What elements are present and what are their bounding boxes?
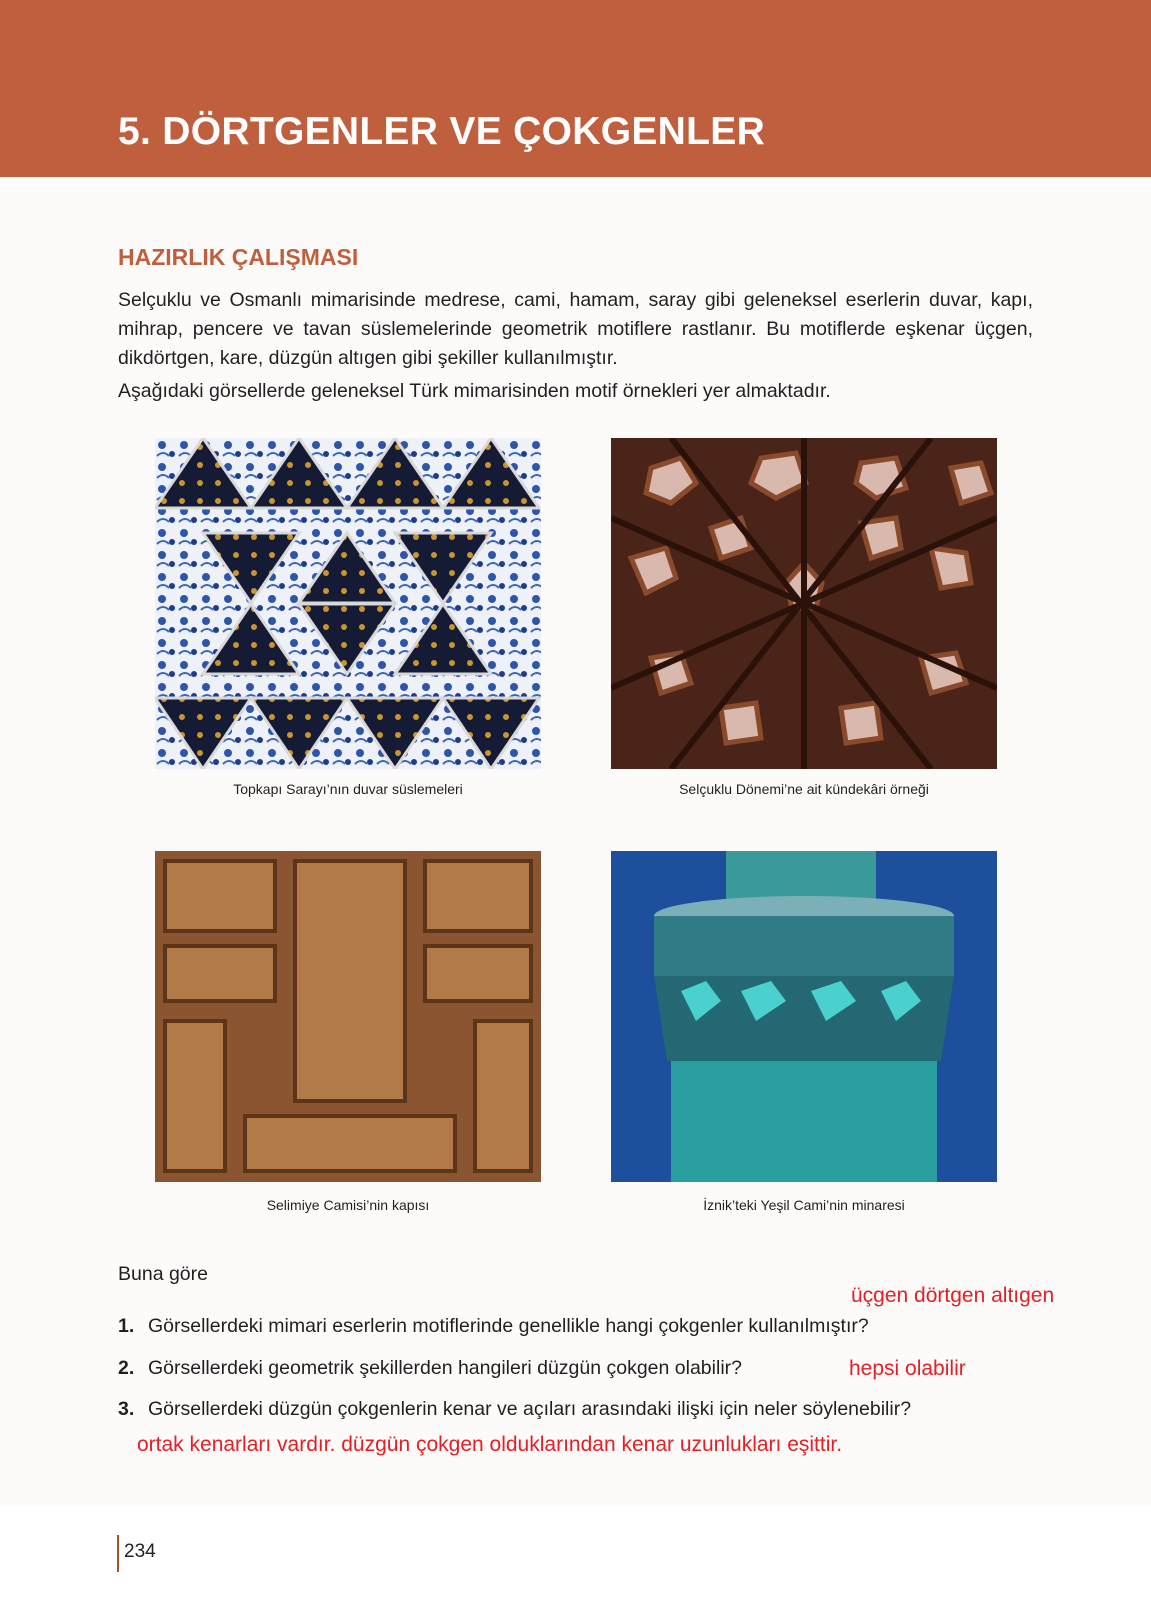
- star-tile-image: [155, 438, 541, 769]
- minaret-image: [611, 851, 997, 1182]
- figure-caption: Topkapı Sarayı’nın duvar süslemeleri: [233, 781, 463, 797]
- questions-lead: Buna göre: [118, 1263, 208, 1285]
- answer-1: üçgen dörtgen altıgen: [851, 1284, 1055, 1307]
- figure-caption: İznik’teki Yeşil Cami’nin minaresi: [703, 1197, 905, 1213]
- chapter-header: [0, 0, 1151, 177]
- question-text: Görsellerdeki mimari eserlerin motiflerinde genellikle hangi çokgenler kullanılmıştır?: [148, 1315, 869, 1337]
- page-number-bar: [117, 1535, 119, 1572]
- page-number: 234: [124, 1541, 156, 1562]
- chapter-title: 5. DÖRTGENLER VE ÇOKGENLER: [118, 110, 766, 153]
- wood-star-pattern-image: [611, 438, 997, 769]
- question-text: Görsellerdeki düzgün çokgenlerin kenar ve açıları arasındaki ilişki için neler söylenebilir?: [148, 1398, 912, 1420]
- answer-2: hepsi olabilir: [849, 1357, 966, 1380]
- figure-caption: Selimiye Camisi’nin kapısı: [266, 1197, 430, 1213]
- question-3: [118, 1398, 911, 1421]
- question-1: [118, 1315, 869, 1338]
- wooden-door-image: [155, 851, 541, 1182]
- question-number: 2.: [118, 1357, 135, 1379]
- question-text: Görsellerdeki geometrik şekillerden hangileri düzgün çokgen olabilir?: [148, 1357, 742, 1379]
- section-heading: HAZIRLIK ÇALIŞMASI: [118, 244, 359, 270]
- answer-3: ortak kenarları vardır. düzgün çokgen olduklarından kenar uzunlukları eşittir.: [137, 1433, 843, 1456]
- question-number: 3.: [118, 1398, 135, 1420]
- question-2: [118, 1357, 742, 1380]
- question-number: 1.: [118, 1315, 135, 1337]
- intro-paragraph: Selçuklu ve Osmanlı mimarisinde medrese, cami, hamam, saray gibi geleneksel eserlerin duvar, kapı, mihrap, pencere ve tavan süslemelerinde geometrik motiflere rastlanır. Bu motiflerde eşkenar üçgen, dikdörtgen, kare, düzgün altıgen gibi şekiller kullanılmıştır.: [118, 289, 1033, 369]
- intro-sentence: Aşağıdaki görsellerde geleneksel Türk mimarisinden motif örnekleri yer almaktadır.: [118, 380, 831, 402]
- figure-caption: Selçuklu Dönemi’ne ait kündekâri örneği: [679, 781, 929, 797]
